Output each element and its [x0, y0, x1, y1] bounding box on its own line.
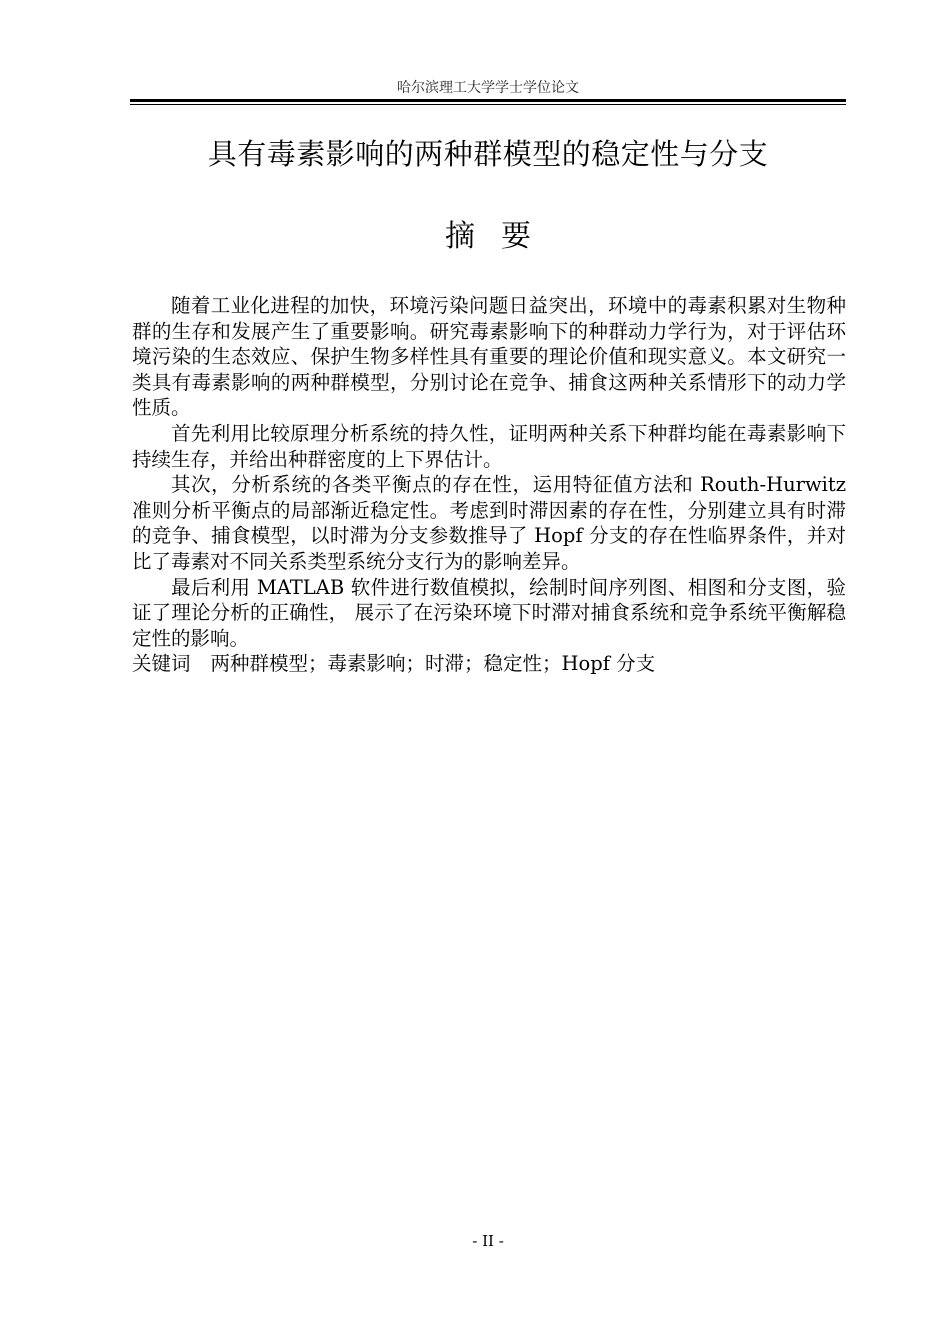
- abstract-paragraph-4: 最后利用 MATLAB 软件进行数值模拟，绘制时间序列图、相图和分支图，验证了理论分析的正确性， 展示了在污染环境下时滞对捕食系统和竞争系统平衡解稳定性的影响。: [132, 575, 846, 650]
- keywords-line: [132, 651, 846, 677]
- thesis-title: 具有毒素影响的两种群模型的稳定性与分支: [207, 137, 769, 171]
- keywords-text: 两种群模型；毒素影响；时滞；稳定性；Hopf 分支: [210, 652, 656, 676]
- abstract-heading: 摘要: [445, 219, 557, 254]
- page-number: - II -: [472, 1232, 504, 1250]
- running-header: 哈尔滨理工大学学士学位论文: [397, 80, 579, 96]
- abstract-paragraph-1: 随着工业化进程的加快，环境污染问题日益突出，环境中的毒素积累对生物种群的生存和发展产生了重要影响。研究毒素影响下的种群动力学行为，对于评估环境污染的生态效应、保护生物多样性具有重要的理论价值和现实意义。本文研究一类具有毒素影响的两种群模型，分别讨论在竞争、捕食这两种关系情形下的动力学性质。: [132, 294, 846, 420]
- header-rule-thick: [130, 99, 846, 102]
- abstract-paragraph-3: 其次，分析系统的各类平衡点的存在性，运用特征值方法和 Routh-Hurwitz 准则分析平衡点的局部渐近稳定性。考虑到时滞因素的存在性，分别建立具有时滞的竞争、捕食模型，以时滞为分支参数推导了 Hopf 分支的存在性临界条件，并对比了毒素对不同关系类型系统分支行为的影响差异。: [132, 473, 846, 573]
- keywords-label: 关键词: [132, 652, 191, 676]
- abstract-paragraph-2: 首先利用比较原理分析系统的持久性，证明两种关系下种群均能在毒素影响下持续生存，并给出种群密度的上下界估计。: [132, 421, 846, 471]
- header-rule-thin: [130, 104, 846, 105]
- abstract-body: [132, 293, 846, 677]
